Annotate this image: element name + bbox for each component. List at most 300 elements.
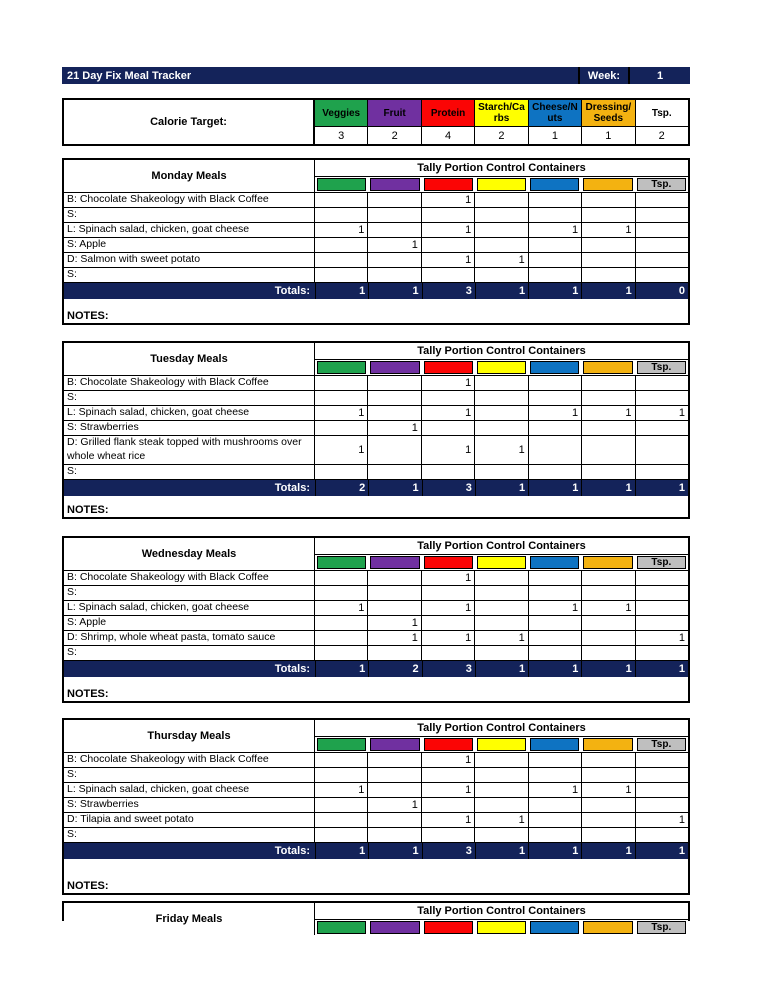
tally-cell-veggies[interactable]: 1 [315,436,368,464]
tally-cell-protein[interactable] [422,798,475,812]
tally-cell-starch-carbs[interactable] [475,421,528,435]
meal-row [64,767,688,782]
swatch-cell-veggies [315,360,368,375]
tally-cell-dressing-seeds[interactable] [582,631,635,645]
container-swatch-protein [424,361,473,374]
tally-cell-dressing-seeds[interactable]: 1 [582,223,635,237]
tally-cell-protein[interactable] [422,238,475,252]
tally-cell-fruit[interactable] [368,208,421,222]
tally-cell-tsp[interactable] [636,571,688,585]
meal-label[interactable]: B: Chocolate Shakeology with Black Coffee [64,376,315,390]
tally-cell-starch-carbs[interactable] [475,223,528,237]
tally-cell-starch-carbs[interactable] [475,783,528,797]
tally-cell-fruit[interactable]: 1 [368,616,421,630]
total-starch-carbs: 1 [475,843,528,859]
tally-cell-tsp[interactable] [636,436,688,464]
tally-cell-protein[interactable] [422,465,475,479]
tally-cell-dressing-seeds[interactable] [582,571,635,585]
tally-cell-fruit[interactable] [368,406,421,420]
totals-label: Totals: [274,845,310,857]
meal-label[interactable]: S: [64,586,315,600]
tally-cell-fruit[interactable] [368,193,421,207]
tally-cell-dressing-seeds[interactable] [582,465,635,479]
tally-cell-veggies[interactable] [315,253,368,267]
calorie-target-value-protein[interactable]: 4 [444,129,452,142]
tally-cell-cheese-nuts[interactable] [529,391,582,405]
meal-label[interactable]: S: Apple [64,238,315,252]
total-protein: 3 [422,661,475,677]
tally-cell-protein[interactable]: 1 [422,253,475,267]
container-swatch-protein [424,556,473,569]
tally-cell-dressing-seeds[interactable] [582,193,635,207]
tally-cell-veggies[interactable] [315,753,368,767]
tally-header-label: Tally Portion Control Containers [315,343,688,360]
tally-cell-cheese-nuts[interactable] [529,753,582,767]
tally-cell-dressing-seeds[interactable] [582,436,635,464]
container-swatch-cheese-nuts [530,361,579,374]
tally-cell-starch-carbs[interactable] [475,646,528,660]
tally-cell-starch-carbs[interactable] [475,391,528,405]
tally-cell-tsp[interactable] [636,646,688,660]
tally-cell-dressing-seeds[interactable] [582,208,635,222]
calorie-target-columns [315,100,688,144]
meal-label[interactable]: S: [64,646,315,660]
container-color-row [315,177,688,192]
tally-cell-protein[interactable]: 1 [422,783,475,797]
tally-cell-fruit[interactable] [368,753,421,767]
tally-cell-fruit[interactable]: 1 [368,238,421,252]
total-cheese-nuts: 1 [528,480,581,496]
tally-cell-fruit[interactable] [368,601,421,615]
title-bar [62,67,690,84]
tally-cell-protein[interactable] [422,828,475,842]
meal-label[interactable]: D: Grilled flank steak topped with mushrooms over whole wheat rice [64,436,315,464]
meal-row [64,375,688,390]
meal-row [64,405,688,420]
tally-cell-tsp[interactable]: 1 [678,407,685,419]
tally-cell-cheese-nuts[interactable] [529,436,582,464]
tally-cell-fruit[interactable] [368,768,421,782]
tally-cell-dressing-seeds[interactable] [582,586,635,600]
tally-cell-cheese-nuts[interactable]: 1 [529,601,582,615]
tally-cell-cheese-nuts[interactable] [529,631,582,645]
swatch-cell-fruit [368,360,421,375]
meal-label[interactable]: L: Spinach salad, chicken, goat cheese [64,601,315,615]
container-color-row [315,360,688,375]
tally-cell-starch-carbs[interactable]: 1 [475,631,528,645]
tally-cell-tsp[interactable] [636,601,688,615]
tally-cell-veggies[interactable] [315,798,368,812]
tally-cell-fruit[interactable] [368,253,421,267]
tally-cell-protein[interactable] [422,616,475,630]
container-columns-header [315,903,688,935]
container-swatch-starch-carbs [477,361,526,374]
swatch-cell-protein [422,177,475,192]
tally-cell-veggies[interactable] [315,208,368,222]
tally-cell-cheese-nuts[interactable] [529,253,582,267]
week-label: Week: [578,67,628,84]
tally-cell-starch-carbs[interactable] [475,193,528,207]
calorie-target-column-tsp [636,100,688,144]
day-header-tuesday [64,343,688,375]
tally-cell-cheese-nuts[interactable] [529,646,582,660]
meal-row [64,812,688,827]
tally-cell-cheese-nuts[interactable] [529,768,582,782]
tally-cell-tsp[interactable] [636,798,688,812]
swatch-cell-cheese-nuts [528,737,581,752]
container-swatch-veggies [317,178,366,191]
meal-label[interactable]: L: Spinach salad, chicken, goat cheese [64,223,315,237]
column-header-fruit: Fruit [368,100,420,127]
tally-cell-protein[interactable]: 1 [422,601,475,615]
calorie-target-value-dressing-seeds[interactable]: 1 [605,129,612,142]
calorie-target-value-fruit[interactable]: 2 [391,129,398,142]
swatch-cell-starch-carbs [475,555,528,570]
meal-label[interactable]: L: Spinach salad, chicken, goat cheese [64,406,315,420]
tally-cell-veggies[interactable] [315,421,368,435]
tally-cell-cheese-nuts[interactable] [529,193,582,207]
tally-cell-dressing-seeds[interactable]: 1 [582,601,635,615]
swatch-cell-tsp [635,737,688,752]
meal-label[interactable]: S: [64,828,315,842]
tally-cell-veggies[interactable] [315,391,368,405]
tally-cell-protein[interactable]: 1 [422,753,475,767]
tally-cell-starch-carbs[interactable] [475,268,528,282]
tally-cell-dressing-seeds[interactable] [582,376,635,390]
meal-row [64,390,688,405]
tally-cell-tsp[interactable] [636,465,688,479]
tally-cell-fruit[interactable]: 1 [368,421,421,435]
tally-cell-dressing-seeds[interactable] [582,391,635,405]
tally-cell-protein[interactable] [422,768,475,782]
tally-cell-tsp[interactable] [636,828,688,842]
tally-cell-fruit[interactable] [368,223,421,237]
tally-cell-cheese-nuts[interactable] [529,813,582,827]
tally-cell-starch-carbs[interactable] [475,768,528,782]
tally-cell-dressing-seeds[interactable] [582,268,635,282]
totals-label: Totals: [274,285,310,297]
calorie-target-value-tsp[interactable]: 2 [658,129,665,142]
tally-cell-starch-carbs[interactable] [475,238,528,252]
meal-row [64,237,688,252]
tally-cell-tsp[interactable] [636,238,688,252]
meal-label[interactable]: S: [64,465,315,479]
meal-label[interactable]: S: Strawberries [64,421,315,435]
tally-cell-tsp[interactable] [636,783,688,797]
tally-cell-veggies[interactable] [315,376,368,390]
tally-cell-cheese-nuts[interactable] [529,268,582,282]
tally-cell-protein[interactable] [422,208,475,222]
meal-row [64,752,688,767]
meal-row [64,615,688,630]
tally-cell-veggies[interactable] [315,193,368,207]
tally-cell-veggies[interactable] [315,268,368,282]
tally-cell-dressing-seeds[interactable] [582,798,635,812]
tally-cell-protein[interactable]: 1 [422,193,475,207]
container-swatch-dressing-seeds [583,921,632,934]
week-value-cell[interactable]: 1 [628,67,690,84]
swatch-cell-fruit [368,920,421,935]
day-title-monday: Monday Meals [64,160,315,192]
tally-cell-veggies[interactable] [315,828,368,842]
tally-cell-protein[interactable]: 1 [422,223,475,237]
tally-cell-cheese-nuts[interactable] [529,571,582,585]
meal-row [64,192,688,207]
tally-cell-dressing-seeds[interactable] [582,753,635,767]
tally-cell-veggies[interactable] [315,586,368,600]
calorie-target-column-fruit [368,100,421,144]
tally-cell-starch-carbs[interactable] [475,376,528,390]
container-swatch-tsp: Tsp. [637,178,686,191]
tally-cell-starch-carbs[interactable] [475,406,528,420]
tally-cell-fruit[interactable] [368,465,421,479]
day-title-tuesday: Tuesday Meals [64,343,315,375]
tally-cell-tsp[interactable] [636,616,688,630]
meal-label[interactable]: S: Apple [64,616,315,630]
tally-cell-dressing-seeds[interactable] [582,238,635,252]
tally-cell-fruit[interactable] [368,646,421,660]
meal-label[interactable]: D: Tilapia and sweet potato [64,813,315,827]
swatch-cell-veggies [315,737,368,752]
tally-cell-tsp[interactable] [636,268,688,282]
tally-cell-veggies[interactable] [315,813,368,827]
meal-label[interactable]: S: [64,391,315,405]
meal-row [64,570,688,585]
meal-label[interactable]: D: Salmon with sweet potato [64,253,315,267]
tally-cell-protein[interactable]: 1 [422,406,475,420]
meal-label[interactable]: B: Chocolate Shakeology with Black Coffee [64,753,315,767]
tally-cell-starch-carbs[interactable] [475,601,528,615]
meal-row [64,222,688,237]
total-fruit: 1 [368,843,421,859]
container-swatch-cheese-nuts [530,556,579,569]
tally-cell-starch-carbs[interactable]: 1 [475,253,528,267]
tally-cell-veggies[interactable]: 1 [315,223,368,237]
tally-cell-dressing-seeds[interactable]: 1 [582,406,635,420]
notes-area[interactable] [64,859,688,893]
tally-cell-dressing-seeds[interactable] [582,421,635,435]
tally-cell-starch-carbs[interactable] [475,586,528,600]
tally-cell-cheese-nuts[interactable] [529,586,582,600]
tally-cell-tsp[interactable] [636,768,688,782]
total-tsp: 0 [635,283,688,299]
total-starch-carbs: 1 [475,283,528,299]
day-section-friday [62,901,690,933]
swatch-cell-dressing-seeds [581,555,634,570]
swatch-cell-protein [422,920,475,935]
tally-cell-cheese-nuts[interactable] [529,828,582,842]
totals-row [64,479,688,496]
tally-cell-fruit[interactable] [368,828,421,842]
swatch-cell-dressing-seeds [581,177,634,192]
tally-cell-tsp[interactable]: 1 [678,814,685,826]
container-swatch-tsp: Tsp. [637,361,686,374]
tally-cell-starch-carbs[interactable] [475,465,528,479]
tally-cell-protein[interactable]: 1 [422,376,475,390]
container-swatch-fruit [370,556,419,569]
tally-cell-protein[interactable] [422,421,475,435]
swatch-cell-protein [422,737,475,752]
day-title-friday: Friday Meals [64,903,315,935]
tally-cell-fruit[interactable] [368,268,421,282]
meal-label[interactable]: B: Chocolate Shakeology with Black Coffee [64,571,315,585]
container-swatch-fruit [370,361,419,374]
tally-cell-protein[interactable] [422,391,475,405]
tally-cell-veggies[interactable] [315,768,368,782]
swatch-cell-veggies [315,920,368,935]
meal-row [64,252,688,267]
day-header-thursday [64,720,688,752]
meal-label[interactable]: B: Chocolate Shakeology with Black Coffee [64,193,315,207]
total-protein: 3 [422,843,475,859]
tally-cell-starch-carbs[interactable] [475,753,528,767]
container-swatch-protein [424,738,473,751]
tally-cell-cheese-nuts[interactable]: 1 [529,783,582,797]
tally-cell-dressing-seeds[interactable] [582,646,635,660]
column-header-starch-carbs: Starch/Carbs [475,100,527,127]
tally-cell-veggies[interactable] [315,238,368,252]
tally-cell-veggies[interactable] [315,616,368,630]
tally-cell-cheese-nuts[interactable] [529,798,582,812]
tally-cell-starch-carbs[interactable] [475,208,528,222]
tally-cell-tsp[interactable] [636,753,688,767]
notes-label: NOTES: [67,880,109,892]
swatch-cell-fruit [368,555,421,570]
tally-cell-veggies[interactable] [315,571,368,585]
container-swatch-starch-carbs [477,178,526,191]
tally-cell-fruit[interactable] [368,813,421,827]
tally-cell-protein[interactable] [422,646,475,660]
tally-cell-cheese-nuts[interactable]: 1 [529,223,582,237]
container-swatch-cheese-nuts [530,921,579,934]
tally-cell-cheese-nuts[interactable]: 1 [529,406,582,420]
tally-cell-dressing-seeds[interactable] [582,616,635,630]
tally-cell-protein[interactable]: 1 [422,436,475,464]
tally-cell-starch-carbs[interactable]: 1 [475,813,528,827]
tally-cell-dressing-seeds[interactable]: 1 [582,783,635,797]
tally-cell-tsp[interactable] [636,421,688,435]
tally-cell-tsp[interactable] [636,376,688,390]
notes-area[interactable] [64,299,688,323]
tally-cell-fruit[interactable] [368,586,421,600]
tally-cell-dressing-seeds[interactable] [582,828,635,842]
container-color-row [315,920,688,935]
tally-cell-cheese-nuts[interactable] [529,208,582,222]
tally-cell-starch-carbs[interactable]: 1 [475,436,528,464]
container-swatch-veggies [317,921,366,934]
tally-cell-starch-carbs[interactable] [475,828,528,842]
tally-cell-veggies[interactable] [315,465,368,479]
container-swatch-dressing-seeds [583,361,632,374]
tally-cell-dressing-seeds[interactable] [582,253,635,267]
tally-cell-veggies[interactable] [315,631,368,645]
container-swatch-veggies [317,738,366,751]
meal-label[interactable]: L: Spinach salad, chicken, goat cheese [64,783,315,797]
total-dressing-seeds: 1 [581,843,634,859]
tally-cell-fruit[interactable] [368,391,421,405]
container-color-row [315,737,688,752]
meal-row [64,782,688,797]
calorie-target-value-veggies[interactable]: 3 [338,129,345,142]
tally-cell-dressing-seeds[interactable] [582,768,635,782]
tally-cell-protein[interactable] [422,586,475,600]
total-cheese-nuts: 1 [528,843,581,859]
total-veggies: 1 [315,661,368,677]
container-color-row [315,555,688,570]
meal-label[interactable]: S: [64,268,315,282]
container-swatch-fruit [370,178,419,191]
tally-cell-tsp[interactable] [636,391,688,405]
tally-cell-protein[interactable] [422,268,475,282]
tally-cell-fruit[interactable] [368,376,421,390]
meal-label[interactable]: D: Shrimp, whole wheat pasta, tomato sauce [64,631,315,645]
total-protein: 3 [422,480,475,496]
meal-label[interactable]: S: Strawberries [64,798,315,812]
tally-cell-tsp[interactable] [636,193,688,207]
tally-cell-tsp[interactable] [636,253,688,267]
tally-cell-starch-carbs[interactable] [475,571,528,585]
container-swatch-cheese-nuts [530,738,579,751]
tally-cell-protein[interactable]: 1 [422,571,475,585]
day-header-wednesday [64,538,688,570]
tally-cell-veggies[interactable] [315,646,368,660]
tally-cell-dressing-seeds[interactable] [582,813,635,827]
meal-label[interactable]: S: [64,208,315,222]
tally-cell-fruit[interactable] [368,571,421,585]
container-columns-header [315,538,688,570]
day-section-monday [62,158,690,325]
tally-cell-starch-carbs[interactable] [475,616,528,630]
swatch-cell-protein [422,555,475,570]
tally-cell-cheese-nuts[interactable] [529,465,582,479]
tally-cell-fruit[interactable] [368,783,421,797]
tally-cell-cheese-nuts[interactable] [529,616,582,630]
tally-cell-tsp[interactable] [636,586,688,600]
calorie-target-value-starch-carbs[interactable]: 2 [498,129,505,142]
total-fruit: 2 [368,661,421,677]
tally-cell-tsp[interactable] [636,223,688,237]
tally-cell-starch-carbs[interactable] [475,798,528,812]
calorie-target-value-cheese-nuts[interactable]: 1 [551,129,558,142]
tally-cell-veggies[interactable]: 1 [315,783,368,797]
tally-cell-cheese-nuts[interactable] [529,376,582,390]
tally-cell-cheese-nuts[interactable] [529,238,582,252]
tally-cell-fruit[interactable]: 1 [368,798,421,812]
meal-row [64,207,688,222]
column-header-dressing-seeds: Dressing/Seeds [582,100,634,127]
notes-area[interactable] [64,496,688,517]
day-title-wednesday: Wednesday Meals [64,538,315,570]
tally-cell-tsp[interactable]: 1 [678,632,685,644]
tally-cell-veggies[interactable]: 1 [315,601,368,615]
tally-cell-protein[interactable]: 1 [422,631,475,645]
swatch-cell-dressing-seeds [581,920,634,935]
tally-cell-fruit[interactable]: 1 [368,631,421,645]
tally-cell-veggies[interactable]: 1 [315,406,368,420]
total-tsp: 1 [635,480,688,496]
notes-label: NOTES: [67,688,109,700]
tally-header-label: Tally Portion Control Containers [315,903,688,920]
tally-cell-cheese-nuts[interactable] [529,421,582,435]
meal-row [64,464,688,479]
tally-cell-fruit[interactable] [368,436,421,464]
tally-cell-tsp[interactable] [636,208,688,222]
container-swatch-dressing-seeds [583,178,632,191]
notes-area[interactable] [64,677,688,701]
meal-label[interactable]: S: [64,768,315,782]
swatch-cell-dressing-seeds [581,737,634,752]
tally-cell-protein[interactable]: 1 [422,813,475,827]
